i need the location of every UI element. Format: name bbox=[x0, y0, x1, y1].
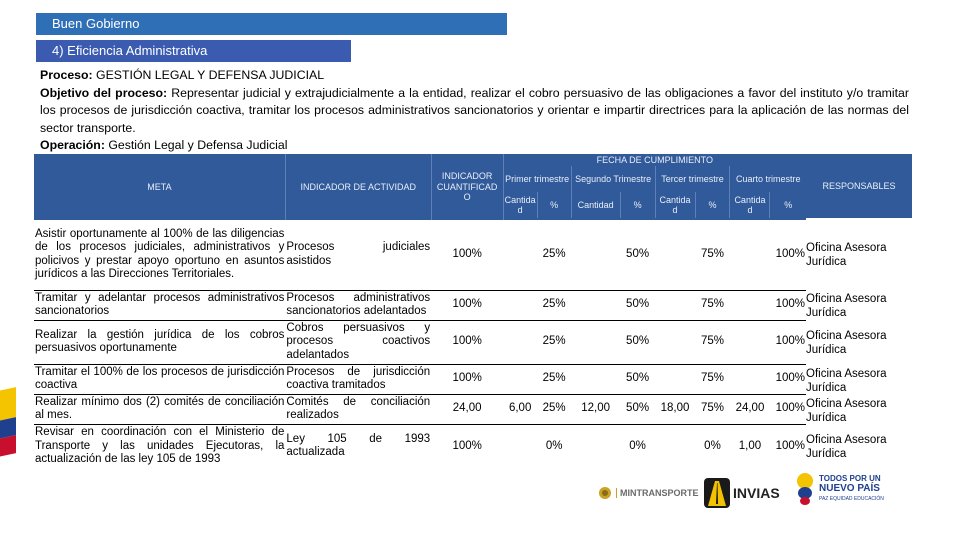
header-pct-q4: % bbox=[770, 192, 806, 218]
table-row bbox=[34, 320, 806, 364]
row-q3-pct: 75% bbox=[695, 394, 730, 424]
row-cuantificado: 24,00 bbox=[431, 394, 503, 424]
row-meta: Realizar mínimo dos (2) comités de conciliación al mes. bbox=[34, 394, 285, 424]
row-q2-pct: 0% bbox=[629, 439, 646, 452]
objetivo-value: Representar judicial y extrajudicialmente a la entidad, realizar el cobro persuasivo de las obligaciones a favor del instituto y/o tramitar los procesos de jurisdicción coactiva, tramitar los procesos administrativos sancionatorios y orientar e impartir directrices para la aplicación de las normas del sector transporte. bbox=[40, 85, 909, 135]
row-q3-cantidad bbox=[655, 220, 695, 290]
row-meta: Tramitar el 100% de los procesos de jurisdicción coactiva bbox=[34, 364, 285, 394]
row-q1-cantidad bbox=[503, 424, 537, 468]
banner-buen-gobierno: Buen Gobierno bbox=[36, 13, 507, 35]
row-q3-cantidad bbox=[655, 364, 695, 394]
table-row bbox=[34, 394, 806, 424]
row-responsable: Oficina Asesora Jurídica bbox=[806, 434, 887, 460]
row-meta: Asistir oportunamente al 100% de las diligencias de los procesos judiciales, administrativos y policivos y prestar apoyo oportuno en asuntos jurídicos a las Direcciones Territoriales. bbox=[34, 220, 285, 290]
row-q2-pct: 50% bbox=[620, 394, 655, 424]
header-q4: Cuarto trimestre bbox=[730, 166, 806, 192]
row-q3-pct: 75% bbox=[695, 364, 730, 394]
row-q4-pct: 100% bbox=[770, 290, 806, 320]
row-q4-pct: 100% bbox=[775, 439, 805, 452]
header-responsables: RESPONSABLES bbox=[806, 154, 912, 218]
table-row bbox=[34, 424, 806, 468]
row-indicador: Procesos judiciales asistidos bbox=[285, 220, 431, 290]
row-cuantificado: 100% bbox=[431, 320, 503, 364]
row-indicador: Procesos administrativos sancionatorios adelantados bbox=[285, 290, 431, 320]
row-q4-cantidad: 1,00 bbox=[738, 439, 762, 452]
row-q3-pct: 75% bbox=[695, 290, 730, 320]
row-indicador: Cobros persuasivos y procesos coactivos adelantados bbox=[285, 320, 431, 364]
row-q4-cantidad bbox=[730, 290, 770, 320]
row-q2-pct: 50% bbox=[620, 320, 655, 364]
header-meta: META bbox=[34, 154, 285, 220]
invias-logo bbox=[704, 478, 780, 508]
row-q2-cantidad bbox=[571, 290, 620, 320]
row-q3-pct: 75% bbox=[695, 320, 730, 364]
row-indicador: Procesos de jurisdicción coactiva tramitados bbox=[285, 364, 431, 394]
invias-road-icon bbox=[704, 478, 730, 508]
row-responsable: Oficina Asesora Jurídica bbox=[806, 293, 887, 319]
butterfly-icon bbox=[794, 472, 816, 506]
header-cantidad-q1: Cantida d bbox=[503, 192, 537, 218]
row-q2-cantidad bbox=[571, 220, 620, 290]
row-q1-cantidad: 6,00 bbox=[503, 394, 537, 424]
table-row bbox=[34, 364, 806, 394]
row-responsable: Oficina Asesora Jurídica bbox=[806, 330, 887, 356]
crest-icon bbox=[598, 486, 612, 500]
todos-line2: NUEVO PAÍS bbox=[819, 483, 880, 494]
header-q2: Segundo Trimestre bbox=[571, 166, 655, 192]
row-q3-pct: 0% bbox=[704, 439, 721, 452]
flag-stripe bbox=[0, 387, 16, 467]
row-q3-cantidad bbox=[655, 424, 695, 468]
invias-text: INVIAS bbox=[733, 485, 780, 501]
process-description bbox=[40, 67, 909, 155]
table-row bbox=[34, 220, 806, 290]
row-q2-pct: 50% bbox=[620, 290, 655, 320]
row-q1-pct: 25% bbox=[537, 290, 571, 320]
row-q4-cantidad: 24,00 bbox=[730, 394, 770, 424]
row-q2-cantidad: 12,00 bbox=[571, 394, 620, 424]
row-q1-cantidad bbox=[503, 364, 537, 394]
row-cuantificado: 100% bbox=[431, 220, 503, 290]
row-q4-cantidad bbox=[730, 220, 770, 290]
row-q4-pct: 100% bbox=[770, 394, 806, 424]
header-pct-q3: % bbox=[695, 192, 730, 218]
table-row bbox=[34, 290, 806, 320]
row-cuantificado: 100% bbox=[431, 290, 503, 320]
row-q3-cantidad bbox=[655, 290, 695, 320]
banner-eficiencia: 4) Eficiencia Administrativa bbox=[36, 40, 351, 62]
header-q3: Tercer trimestre bbox=[655, 166, 730, 192]
mintransporte-text: MINTRANSPORTE bbox=[616, 488, 699, 498]
header-pct-q2: % bbox=[620, 192, 655, 218]
header-cuantificado: INDICADOR CUANTIFICAD O bbox=[431, 154, 503, 220]
row-meta: Revisar en coordinación con el Ministerio de Transporte y las unidades Ejecutoras, la actualización de las ley 105 de 1993 bbox=[35, 426, 285, 465]
row-q2-pct: 50% bbox=[620, 220, 655, 290]
row-responsable: Oficina Asesora Jurídica bbox=[806, 368, 887, 394]
row-q1-pct: 0% bbox=[545, 439, 563, 452]
operacion-label: Operación: bbox=[40, 138, 105, 152]
row-q4-cantidad bbox=[730, 364, 770, 394]
header-cantidad-q4: Cantida d bbox=[730, 192, 770, 218]
todos-line3: PAZ EQUIDAD EDUCACIÓN bbox=[819, 496, 884, 502]
header-pct-q1: % bbox=[537, 192, 571, 218]
header-q1: Primer trimestre bbox=[503, 166, 571, 192]
row-q3-cantidad: 18,00 bbox=[655, 394, 695, 424]
row-cuantificado: 100% bbox=[452, 439, 482, 452]
header-indicador: INDICADOR DE ACTIVIDAD bbox=[285, 154, 431, 220]
row-q3-cantidad bbox=[655, 320, 695, 364]
row-responsable: Oficina Asesora Jurídica bbox=[806, 398, 887, 424]
mintransporte-logo bbox=[598, 486, 699, 500]
row-q1-cantidad bbox=[503, 220, 537, 290]
row-q2-cantidad bbox=[571, 320, 620, 364]
row-q4-pct: 100% bbox=[770, 220, 806, 290]
row-q1-cantidad bbox=[503, 290, 537, 320]
header-fecha: FECHA DE CUMPLIMIENTO bbox=[503, 154, 806, 166]
row-cuantificado: 100% bbox=[431, 364, 503, 394]
row-indicador: Ley 105 de 1993 actualizada bbox=[286, 432, 431, 459]
todos-line1: TODOS POR UN bbox=[819, 474, 881, 483]
row-q1-pct: 25% bbox=[537, 394, 571, 424]
row-meta: Tramitar y adelantar procesos administrativos sancionatorios bbox=[34, 290, 285, 320]
row-q2-pct: 50% bbox=[620, 364, 655, 394]
row-q1-pct: 25% bbox=[537, 220, 571, 290]
row-q4-cantidad bbox=[730, 320, 770, 364]
objetivo-label: Objetivo del proceso: bbox=[40, 85, 168, 100]
proceso-value: GESTIÓN LEGAL Y DEFENSA JUDICIAL bbox=[92, 68, 325, 82]
row-indicador: Comités de conciliación realizados bbox=[285, 394, 431, 424]
row-q4-pct: 100% bbox=[770, 320, 806, 364]
row-q1-pct: 25% bbox=[537, 364, 571, 394]
operacion-value: Gestión Legal y Defensa Judicial bbox=[104, 138, 288, 152]
row-q2-cantidad bbox=[571, 424, 620, 468]
todos-por-un-nuevo-pais-logo bbox=[794, 472, 884, 506]
row-responsable: Oficina Asesora Jurídica bbox=[806, 242, 887, 268]
row-q1-pct: 25% bbox=[537, 320, 571, 364]
plan-table bbox=[34, 154, 806, 468]
row-q1-cantidad bbox=[503, 320, 537, 364]
header-cantidad-q3: Cantida d bbox=[655, 192, 695, 218]
header-cantidad-q2: Cantidad bbox=[571, 192, 620, 218]
row-q3-pct: 75% bbox=[695, 220, 730, 290]
row-q2-cantidad bbox=[571, 364, 620, 394]
row-q4-pct: 100% bbox=[770, 364, 806, 394]
row-meta: Realizar la gestión jurídica de los cobros persuasivos oportunamente bbox=[34, 320, 285, 364]
proceso-label: Proceso: bbox=[40, 68, 93, 82]
